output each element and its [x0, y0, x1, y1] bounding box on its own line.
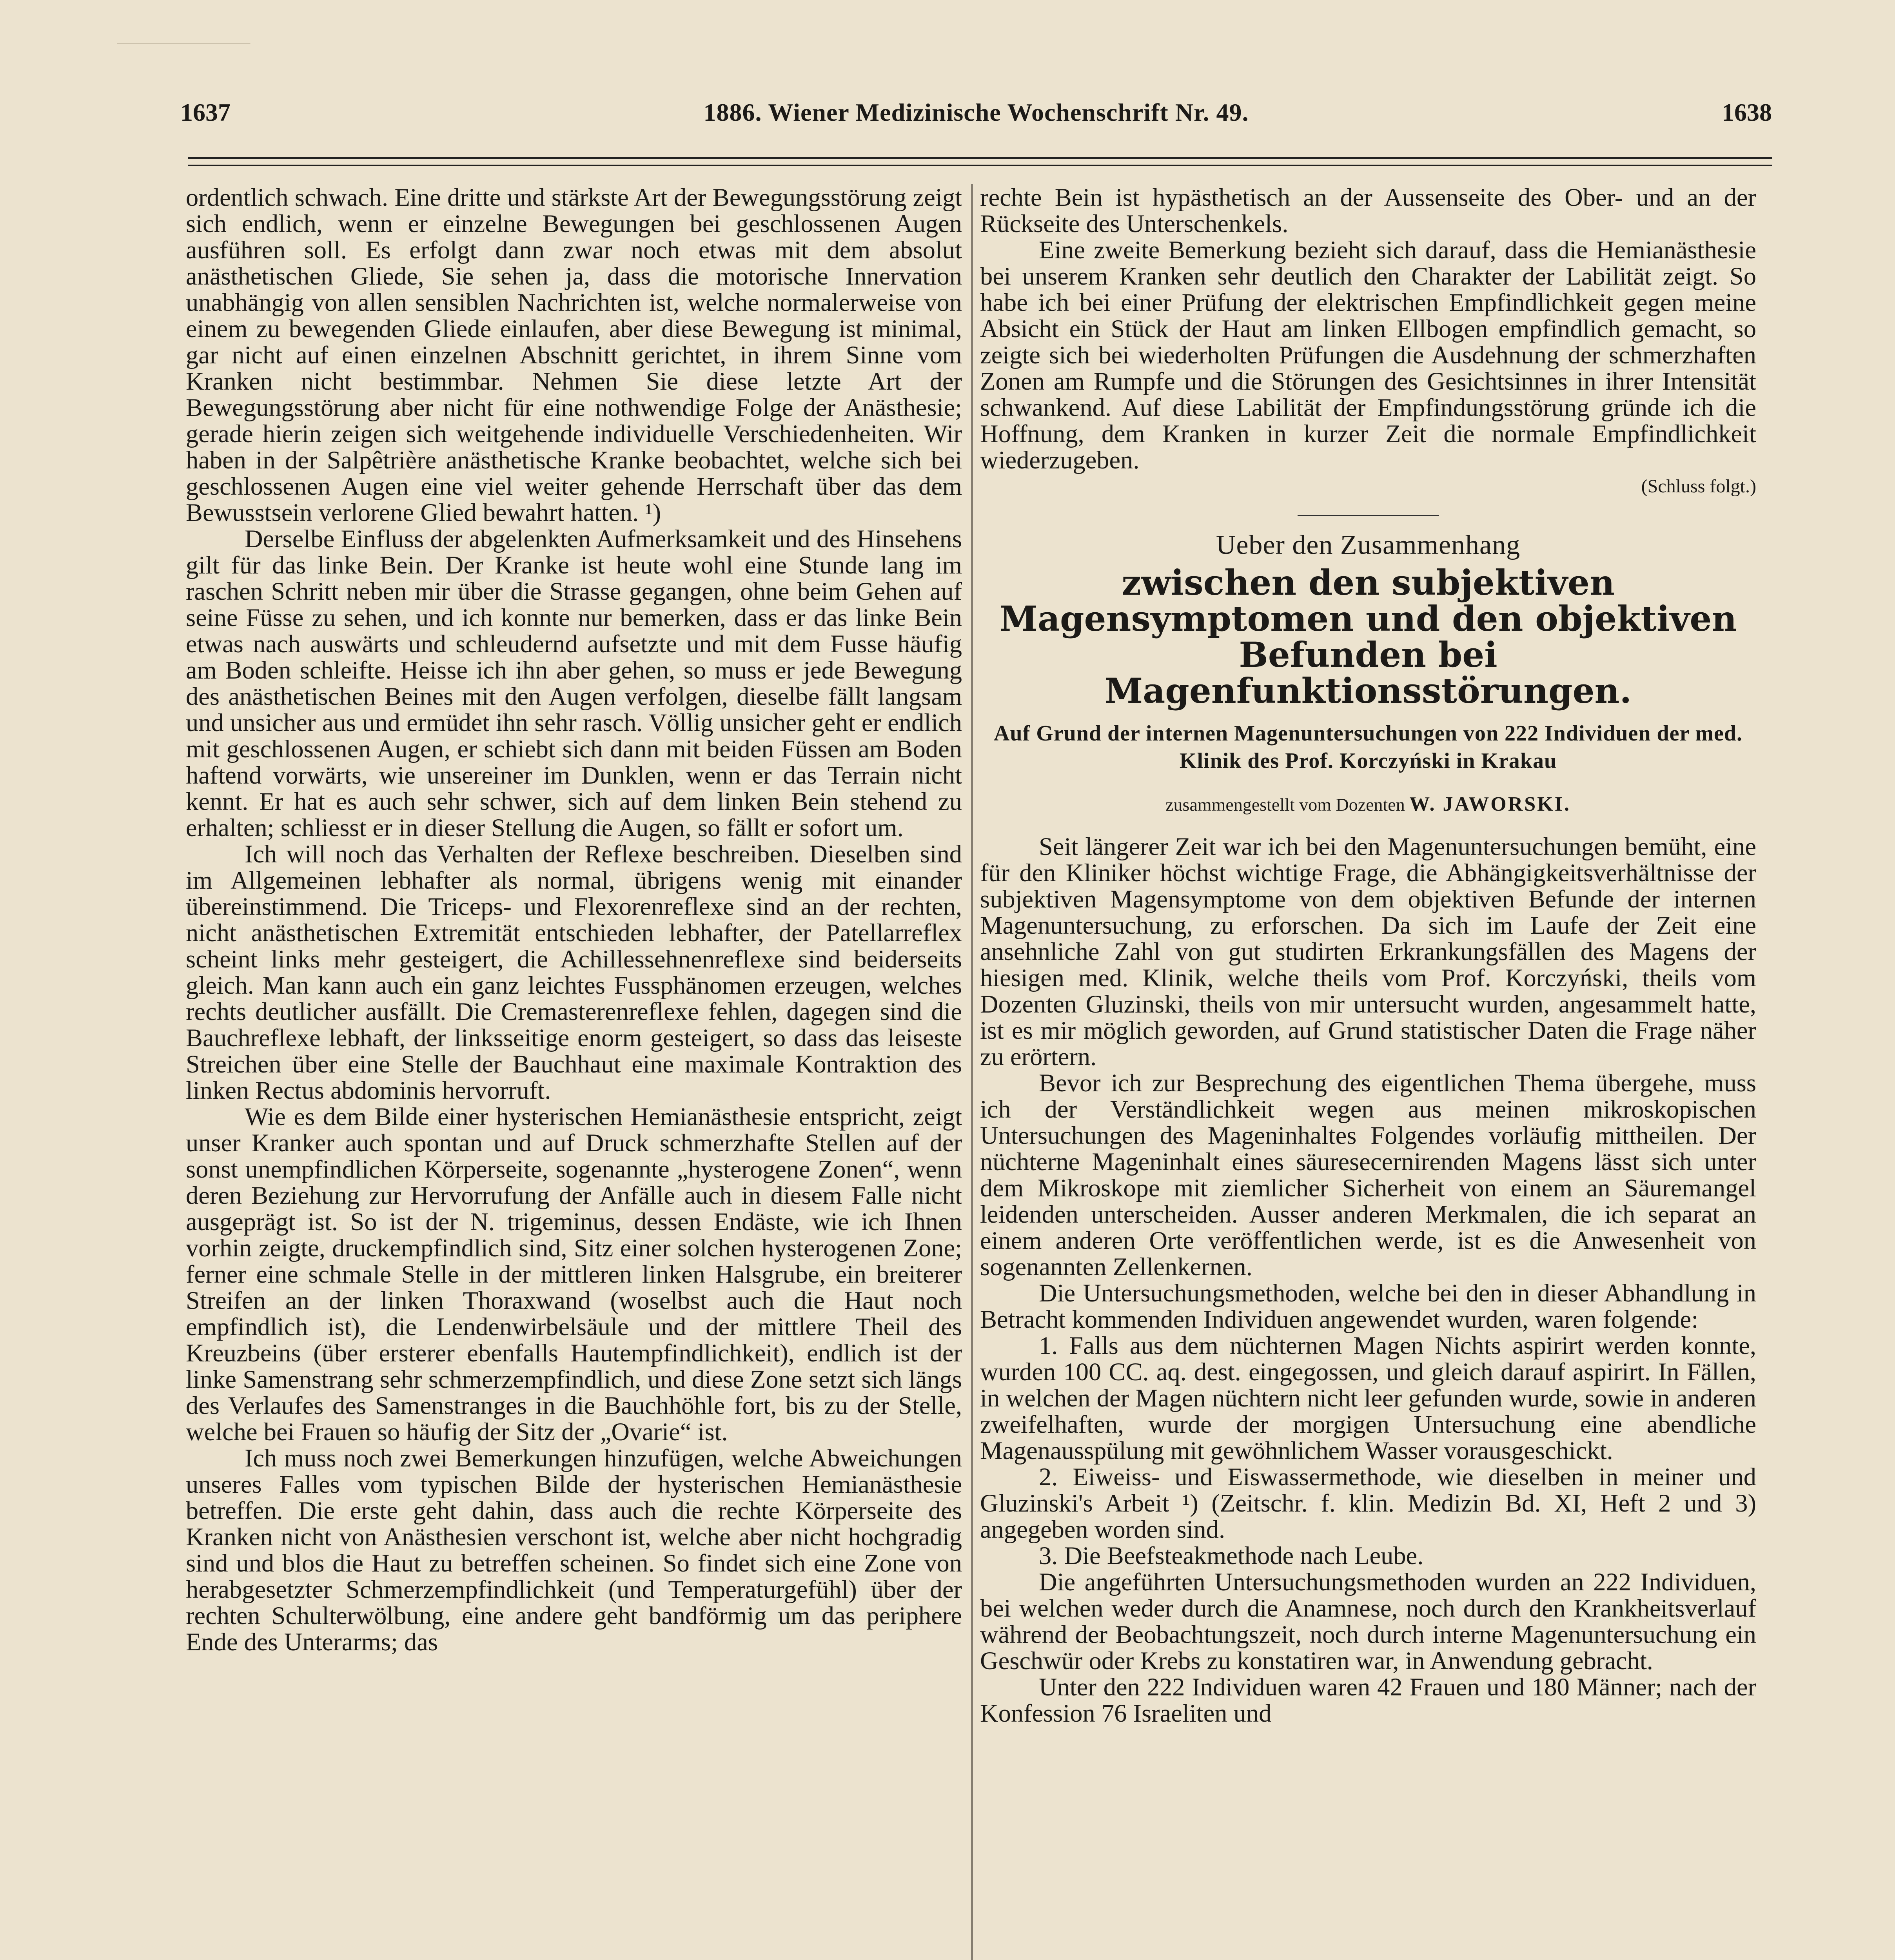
paragraph: Die Untersuchungsmethoden, welche bei den in dieser Abhandlung in Betracht kommenden Individuen angewendet wurden, waren folgende: — [980, 1279, 1756, 1333]
paragraph: 3. Die Beefsteakmethode nach Leube. — [1039, 1542, 1424, 1570]
paragraph: Bevor ich zur Besprechung des eigentlichen Thema übergehe, muss ich der Verständlichkeit wegen aus meinen mikroskopischen Untersuchungen des Mageninhaltes Folgendes vorläufig mittheilen. Der nüchterne Mageninhalt eines säuresecernirenden Magens lässt sich unter dem Mikroskope mit ziemlicher Sicherheit von einem an Säuremangel leidenden unterscheiden. Ausser anderen Merkmalen, die ich separat an einem anderen Orte veröffentlichen werde, ist es die Anwesenheit von sogenannten Zellenkernen. — [980, 1069, 1756, 1281]
page-header — [180, 98, 1772, 141]
paragraph: rechte Bein ist hypästhetisch an der Aussenseite des Ober- und an der Rückseite des Unterschenkels. — [980, 183, 1756, 238]
header-rule — [188, 157, 1772, 166]
right-column — [980, 184, 1756, 1726]
page-number-right: 1638 — [1722, 98, 1772, 126]
column-divider — [971, 184, 973, 1960]
author-prefix: zusammengestellt vom Dozenten — [1165, 795, 1405, 815]
paragraph: Wie es dem Bilde einer hysterischen Hemianästhesie entspricht, zeigt unser Kranker auch spontan und auf Druck schmerzhafte Stellen auf der sonst unempfindlichen Körperseite, sogenannte „hysterogene Zonen“, wenn deren Beziehung zur Hervorrufung der Anfälle auch in diesem Falle nicht ausgeprägt ist. So ist der N. trigeminus, dessen Endäste, wie ich Ihnen vorhin zeigte, druckempfindlich sind, Sitz einer solchen hysterogenen Zone; ferner eine schmale Stelle in der mittleren linken Halsgrube, ein breiterer Streifen an der linken Thoraxwand (woselbst auch die Haut noch empfindlich ist), die Lendenwirbelsäule und der mittlere Theil des Kreuzbeins (über ersterer ebenfalls Hautempfindlichkeit), endlich ist der linke Samenstrang sehr schmerzempfindlich, und diese Zone setzt sich längs des Verlaufes des Samenstranges in die Bauchhöhle fort, bis zu der Stelle, welche bei Frauen so häufig der Sitz der „Ovarie“ ist. — [186, 1103, 962, 1446]
running-title: 1886. Wiener Medizinische Wochenschrift Nr. 49. — [703, 98, 1249, 126]
paragraph: Die angeführten Untersuchungsmethoden wurden an 222 Individuen, bei welchen weder durch die Anamnese, noch durch den Krankheitsverlauf während der Beobachtungszeit, noch durch interne Magenuntersuchung ein Geschwür oder Krebs zu konstatiren war, in Anwendung gebracht. — [980, 1568, 1756, 1675]
article-pretitle: Ueber den Zusammenhang — [1216, 530, 1521, 560]
page-number-left: 1637 — [180, 98, 231, 126]
closing-line — [980, 473, 1756, 499]
article-subtitle: Auf Grund der internen Magenuntersuchungen von 222 Individuen der med. Klinik des Prof. Korczyński in Krakau — [994, 721, 1743, 773]
article-separator — [1298, 515, 1439, 516]
article-title: zwischen den subjektiven Magensymptomen und den objektiven Befunden bei Magenfunktionsstörungen. — [999, 562, 1737, 711]
fold-mark — [116, 0, 275, 44]
author-name: W. JAWORSKI. — [1409, 793, 1571, 815]
continued-note: (Schluss folgt.) — [1641, 476, 1756, 497]
paragraph: Seit längerer Zeit war ich bei den Magenuntersuchungen bemüht, eine für den Kliniker höchst wichtige Frage, die Abhängigkeitsverhältnisse der subjektiven Magensymptome von dem objektiven Befunde der internen Magenuntersuchung, zu erforschen. Da sich im Laufe der Zeit eine ansehnliche Zahl von gut studirten Erkrankungsfällen des Magens der hiesigen med. Klinik, welche theils vom Prof. Korczyński, theils vom Dozenten Gluzinski, theils von mir untersucht wurden, angesammelt hatte, ist es mir möglich geworden, auf Grund statistischer Daten die Frage näher zu erörtern. — [980, 833, 1756, 1071]
paragraph: Unter den 222 Individuen waren 42 Frauen und 180 Männer; nach der Konfession 76 Israeliten und — [980, 1673, 1756, 1727]
paragraph: 2. Eiweiss- und Eiswassermethode, wie dieselben in meiner und Gluzinski's Arbeit ¹) (Zeitschr. f. klin. Medizin Bd. XI, Heft 2 und 3) angegeben worden sind. — [980, 1463, 1756, 1543]
left-column — [186, 184, 962, 1655]
paragraph: Ich will noch das Verhalten der Reflexe beschreiben. Dieselben sind im Allgemeinen lebhafter als normal, übrigens wenig mit einander übereinstimmend. Die Triceps- und Flexorenreflexe sind an der rechten, nicht anästhetischen Extremität entschieden lebhafter, der Patellarreflex scheint links mehr gesteigert, die Achillessehnenreflexe sind beiderseits gleich. Man kann auch ein ganz leichtes Fussphänomen erzeugen, welches rechts deutlicher ausfällt. Die Cremasterenreflexe fehlen, dagegen sind die Bauchreflexe lebhaft, der linksseitige enorm gesteigert, so dass das leiseste Streichen über eine Stelle der Bauchhaut eine maximale Kontraktion des linken Rectus abdominis hervorruft. — [186, 840, 962, 1104]
paragraph: Eine zweite Bemerkung bezieht sich darauf, dass die Hemianästhesie bei unserem Kranken sehr deutlich den Charakter der Labilität zeigt. So habe ich bei einer Prüfung der elektrischen Empfindlichkeit gegen meine Absicht ein Stück der Haut am linken Ellbogen empfindlich gemacht, so zeigte sich bei wiederholten Prüfungen die Ausdehnung der schmerzhaften Zonen am Rumpfe und die Störungen des Gesichtsinnes in ihrer Intensität schwankend. Auf diese Labilität der Empfindungsstörung gründe ich die Hoffnung, dem Kranken in kurzer Zeit die normale Empfindlichkeit wiederzugeben. — [980, 236, 1756, 474]
paragraph: Ich muss noch zwei Bemerkungen hinzufügen, welche Abweichungen unseres Falles vom typischen Bilde der hysterischen Hemianästhesie betreffen. Die erste geht dahin, dass auch die rechte Körperseite des Kranken nicht von Anästhesien verschont ist, welche aber nicht hochgradig sind und blos die Haut zu betreffen scheinen. So findet sich eine Zone von herabgesetzter Schmerzempfindlichkeit (und Temperaturgefühl) über der rechten Schulterwölbung, eine andere geht bandförmig um das periphere Ende des Unterarms; das — [186, 1444, 962, 1656]
paragraph: Derselbe Einfluss der abgelenkten Aufmerksamkeit und des Hinsehens gilt für das linke Bein. Der Kranke ist heute wohl eine Stunde lang im raschen Schritt neben mir über die Strasse gegangen, ohne beim Gehen auf seine Füsse zu sehen, und ich konnte nur bemerken, dass er das linke Bein etwas nach auswärts und schleudernd aufsetzte und mit dem Fusse häufig am Boden schleifte. Heisse ich ihn aber gehen, so muss er jede Bewegung des anästhetischen Beines mit den Augen verfolgen, dieselbe fällt langsam und unsicher aus und ermüdet ihn sehr rasch. Völlig unsicher geht er endlich mit geschlossenen Augen, er schiebt sich dann mit beiden Füssen am Boden haftend vorwärts, wie unsereiner im Dunklen, wenn er das Terrain nicht kennt. Er hat es auch sehr schwer, sich auf dem linken Bein stehend zu erhalten; schliesst er in dieser Stellung die Augen, so fällt er sofort um. — [186, 525, 962, 842]
paragraph: 1. Falls aus dem nüchternen Magen Nichts aspirirt werden konnte, wurden 100 CC. aq. dest. eingegossen, und gleich darauf aspirirt. In Fällen, in welchen der Magen nüchtern nicht leer gefunden wurde, sowie in anderen zweifelhaften, wurde der morgigen Untersuchung eine abendliche Magenausspülung mit gewöhnlichem Wasser vorausgeschickt. — [980, 1332, 1756, 1465]
article-author-line — [980, 791, 1756, 818]
paragraph: ordentlich schwach. Eine dritte und stärkste Art der Bewegungsstörung zeigt sich endlich, wenn er einzelne Bewegungen bei geschlossenen Augen ausführen soll. Es erfolgt dann zwar noch etwas mit dem absolut anästhetischen Gliede, Sie sehen ja, dass die motorische Innervation unabhängig von allen sensiblen Nachrichten ist, welche normalerweise von einem zu bewegenden Gliede einlaufen, aber diese Bewegung ist minimal, gar nicht auf einen einzelnen Abschnitt gerichtet, in ihrem Sinne vom Kranken nicht bestimmbar. Nehmen Sie diese letzte Art der Bewegungsstörung aber nicht für eine nothwendige Folge der Anästhesie; gerade hierin zeigen sich weitgehende individuelle Verschiedenheiten. Wir haben in der Salpêtrière anästhetische Kranke beobachtet, welche sich bei geschlossenen Augen eine viel weiter gehende Herrschaft über das dem Bewusstsein verlorene Glied bewahrt hatten. ¹) — [186, 183, 962, 526]
